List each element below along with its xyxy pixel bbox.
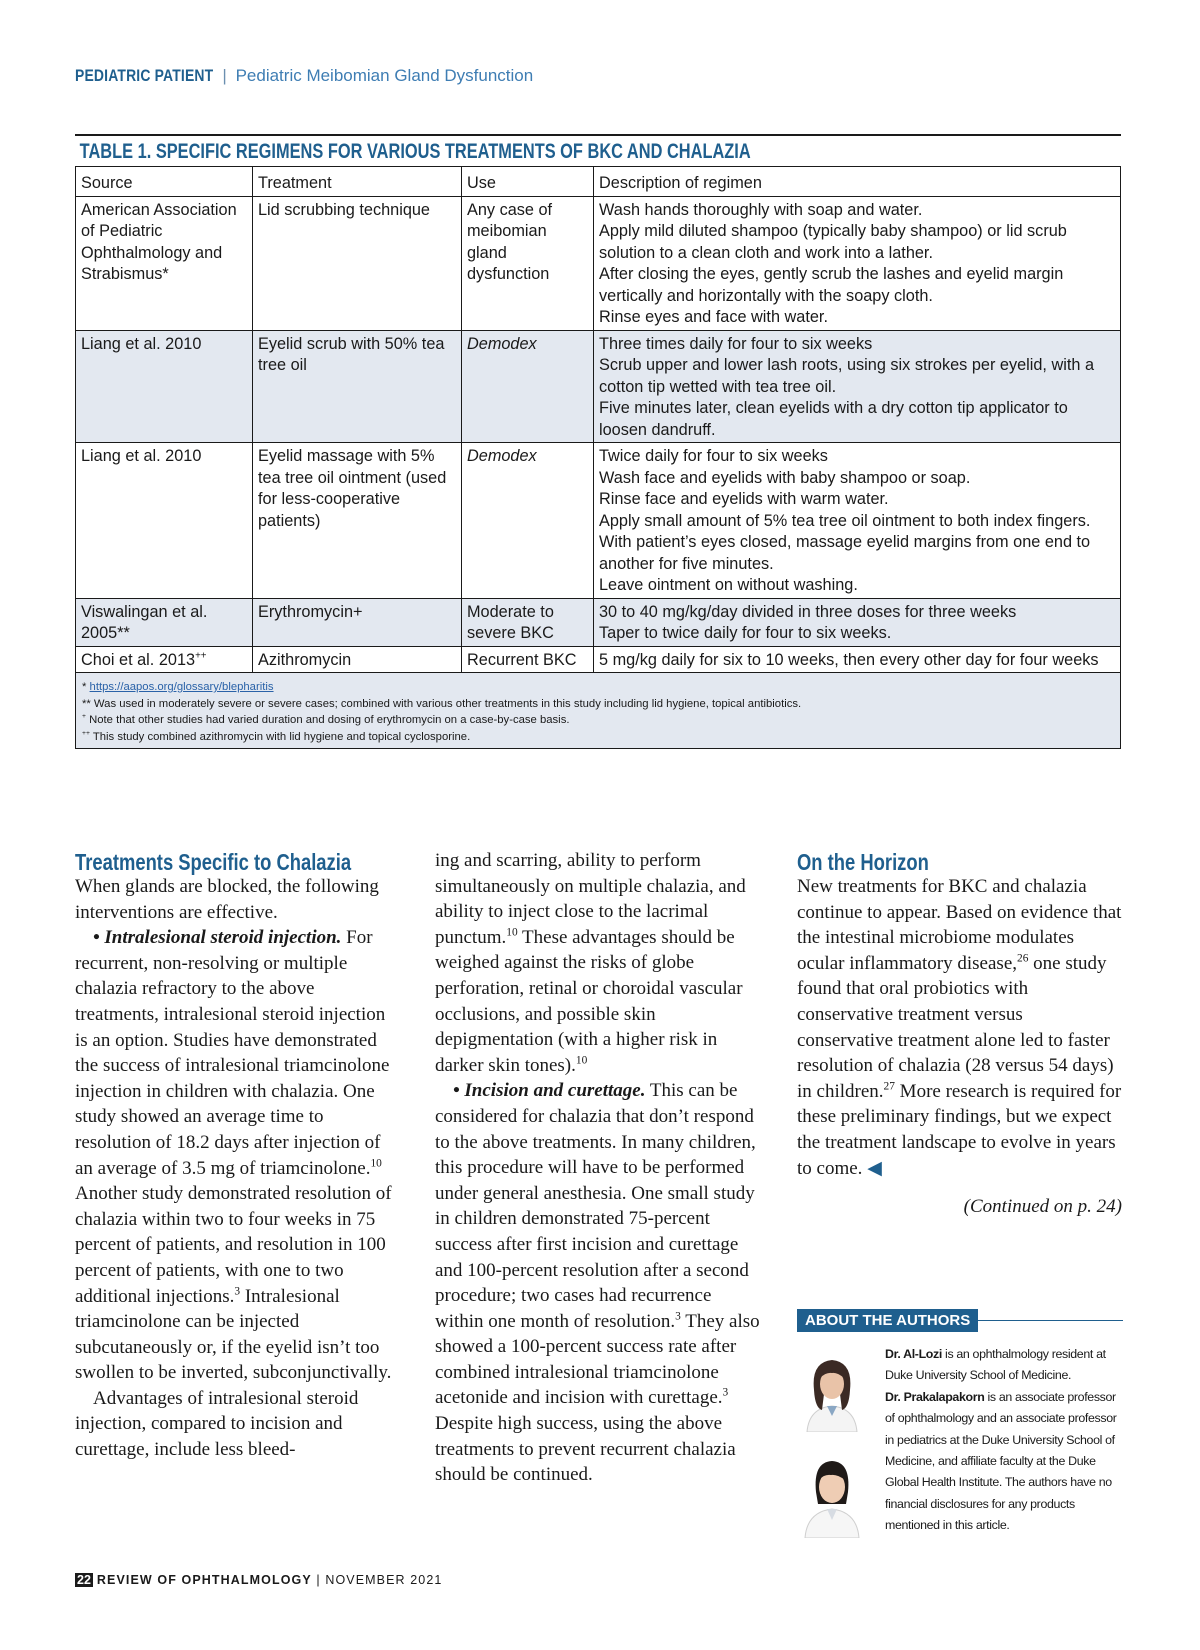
col-header-description: Description of regimen <box>594 167 1121 197</box>
desc-line: With patient’s eyes closed, massage eyelid margins from one end to another for five minutes. <box>599 533 1091 573</box>
cell-description <box>594 443 1121 599</box>
cell-use: Demodex <box>462 330 594 443</box>
col-header-use: Use <box>462 167 594 197</box>
disclosure: The authors have no financial disclosures for any products mentioned in this article. <box>885 1475 1112 1533</box>
bullet-heading: • Incision and curettage. <box>453 1080 646 1102</box>
end-mark-icon: ◀ <box>867 1157 882 1179</box>
paragraph: Advantages of intralesional steroid injection, compared to incision and curettage, include less bleed- <box>75 1387 359 1461</box>
cell-treatment: Eyelid massage with 5% tea tree oil ointment (used for less-cooperative patients) <box>253 443 462 599</box>
author-1-name: Dr. Al-Lozi <box>885 1347 942 1361</box>
desc-line: Rinse face and eyelids with warm water. <box>599 490 889 508</box>
regimen-table <box>75 134 1121 749</box>
cell-use: Demodex <box>462 443 594 599</box>
cell-use: Moderate to severe BKC <box>462 598 594 646</box>
footnote-mark: * <box>82 681 87 693</box>
desc-line: Leave ointment on without washing. <box>599 576 858 594</box>
section-heading-horizon: On the Horizon <box>797 849 929 875</box>
table-row <box>76 196 1121 330</box>
author-bios <box>885 1344 1123 1537</box>
body-text: one study found that oral probiotics with conservative treatment versus conservative treatment alone led to faster resolution of chalazia (28 versus 54 days) in children. <box>797 952 1114 1102</box>
author-2-name: Dr. Prakalapakorn <box>885 1389 985 1404</box>
author-photo-2 <box>797 1452 867 1538</box>
body-text: More research is required for these preliminary findings, but we expect the treatment landscape to evolve in years to come. <box>797 1080 1122 1179</box>
author-2-bio: is an associate professor of ophthalmology and an associate professor in pediatrics at the Duke University School of Medicine, and affiliate faculty at the Duke Global Health Institute. <box>885 1389 1117 1490</box>
cell-treatment: Azithromycin <box>253 646 462 673</box>
magazine-name: REVIEW OF OPHTHALMOLOGY <box>96 1573 312 1587</box>
about-label: ABOUT THE AUTHORS <box>797 1309 978 1332</box>
section-label: PEDIATRIC PATIENT <box>75 66 214 85</box>
body-text: Another study demonstrated resolution of chalazia within two to four weeks in 75 percent of patients, and resolution in 100 percent of patients, with one to two additional injections. <box>75 1183 392 1307</box>
body-text: Despite high success, using the above treatments to prevent recurrent chalazia should be continued. <box>435 1413 736 1486</box>
cell-description <box>594 598 1121 646</box>
footnote-1 <box>82 679 1114 696</box>
desc-line: Wash face and eyelids with baby shampoo or soap. <box>599 468 971 487</box>
desc-line: 5 mg/kg daily for six to 10 weeks, then every other day for four weeks <box>599 650 1099 669</box>
page-footer <box>75 1573 442 1587</box>
desc-line: Scrub upper and lower lash roots, using six strokes per eyelid, with a cotton tip wetted with tea tree oil. <box>599 356 1095 396</box>
col-header-source: Source <box>76 167 253 197</box>
table-row <box>76 443 1121 599</box>
citation: 10 <box>370 1157 382 1170</box>
cell-use: Any case of meibomian gland dysfunction <box>462 196 594 330</box>
section-heading-chalazia: Treatments Specific to Chalazia <box>75 849 352 875</box>
body-text: This can be considered for chalazia that don’t respond to the above treatments. In many children, this procedure will have to be performed under general anesthesia. One small study in children demonstrated 75-percent success after first incision and curettage and 100-percent resolution after a second procedure; two cases had recurrence within one month of resolution. <box>435 1080 756 1332</box>
text-column-3 <box>797 848 1122 1220</box>
paragraph <box>75 925 400 1386</box>
issue-date: NOVEMBER 2021 <box>325 1573 443 1587</box>
source-text: Choi et al. 2013 <box>81 650 196 669</box>
article-topic: Pediatric Meibomian Gland Dysfunction <box>235 66 534 85</box>
desc-line: 30 to 40 mg/kg/day divided in three doses for three weeks <box>599 602 1017 621</box>
footnote-mark: ++ <box>82 730 90 738</box>
body-text: For recurrent, non-resolving or multiple chalazia refractory to the above treatments, intralesional steroid injection is an option. Studies have demonstrated the success of intralesional triamcinolone injection in children with chalazia. One study showed an average time to resolution of 18.2 days after injection of an average of 3.5 mg of triamcinolone. <box>75 927 390 1179</box>
cell-description <box>594 196 1121 330</box>
footnote-3 <box>82 712 1114 729</box>
body-text: ing and scarring, ability to perform simultaneously on multiple chalazia, and ability to inject close to the lacrimal punctum. <box>435 850 746 948</box>
body-text: Intralesional triamcinolone can be injected subcutaneously or, if the eyelid isn’t too swollen to be inverted, subconjunctivally. <box>75 1285 392 1384</box>
cell-description <box>594 646 1121 673</box>
body-text: They also showed a 100-percent success rate after combined intralesional triamcinolone acetonide and incision with curettage. <box>435 1310 760 1409</box>
body-text: These advantages should be weighed against the risks of globe perforation, retinal or choroidal vascular occlusions, and possible skin depigmentation (with a higher risk in darker skin tones). <box>435 926 743 1076</box>
cell-source: American Association of Pediatric Ophthalmology and Strabismus* <box>76 196 253 330</box>
table-row <box>76 330 1121 443</box>
desc-line: Twice daily for four to six weeks <box>599 447 828 465</box>
cell-source: Liang et al. 2010 <box>76 443 253 599</box>
cell-treatment: Erythromycin+ <box>253 598 462 646</box>
aapos-link[interactable]: https://aapos.org/glossary/blepharitis <box>89 681 274 693</box>
paragraph <box>435 848 760 1078</box>
citation: 3 <box>722 1387 729 1400</box>
about-the-authors <box>797 1309 1123 1582</box>
citation: 10 <box>506 926 518 939</box>
author-1-bio: is an ophthalmology resident at Duke University School of Medicine. <box>885 1347 1106 1383</box>
cell-use: Recurrent BKC <box>462 646 594 673</box>
citation: 10 <box>575 1054 588 1067</box>
cell-treatment: Eyelid scrub with 50% tea tree oil <box>253 330 462 443</box>
cell-description <box>594 330 1121 443</box>
footnote-text: Note that other studies had varied duration and dosing of erythromycin on a case-by-case basis. <box>89 714 570 727</box>
citation: 3 <box>234 1285 241 1298</box>
about-header <box>797 1309 1123 1332</box>
table-row <box>76 598 1121 646</box>
footnote-mark: ++ <box>195 650 207 662</box>
author-photo-1 <box>797 1352 867 1432</box>
footnote-text: This study combined azithromycin with lid hygiene and topical cyclosporine. <box>92 730 471 743</box>
text-column-2 <box>435 848 760 1488</box>
page-number: 22 <box>77 1573 91 1587</box>
cell-treatment: Lid scrubbing technique <box>253 196 462 330</box>
desc-line: Three times daily for four to six weeks <box>599 334 873 353</box>
paragraph: When glands are blocked, the following interventions are effective. <box>75 876 379 923</box>
footnote-2: ** Was used in moderately severe or severe cases; combined with various other treatments in this study including lid hygiene, topical antibiotics. <box>82 697 802 710</box>
citation: 27 <box>883 1080 895 1093</box>
desc-line: Apply small amount of 5% tea tree oil ointment to both index fingers. <box>599 511 1091 530</box>
cell-source: Viswalingan et al. 2005** <box>76 598 253 646</box>
running-header <box>75 66 533 86</box>
body-text: New treatments for BKC and chalazia continue to appear. Based on evidence that the intestinal microbiome modulates ocular inflammatory disease, <box>797 876 1122 974</box>
bullet-heading: • Intralesional steroid injection. <box>93 927 342 949</box>
about-rule <box>978 1320 1123 1321</box>
desc-line: Five minutes later, clean eyelids with a dry cotton tip applicator to loosen dandruff. <box>599 399 1068 439</box>
table-row <box>76 646 1121 673</box>
table-grid <box>75 166 1121 673</box>
continued-note: (Continued on p. 24) <box>963 1196 1122 1218</box>
table-title: TABLE 1. SPECIFIC REGIMENS FOR VARIOUS TREATMENTS OF BKC AND CHALAZIA <box>79 140 751 163</box>
cell-source <box>76 646 253 673</box>
desc-line: Wash hands thoroughly with soap and water. <box>599 200 923 219</box>
footnote-mark: + <box>82 713 86 721</box>
desc-line: Rinse eyes and face with water. <box>599 308 828 326</box>
about-body <box>797 1332 1123 1582</box>
citation: 26 <box>1017 952 1029 965</box>
col-header-treatment: Treatment <box>253 167 462 197</box>
desc-line: Apply mild diluted shampoo (typically baby shampoo) or lid scrub solution to a clean cloth and work into a lather. <box>599 222 1067 262</box>
paragraph <box>435 1078 760 1488</box>
cell-source: Liang et al. 2010 <box>76 330 253 443</box>
table-footnotes <box>75 673 1121 749</box>
footnote-4 <box>82 729 1114 746</box>
footer-separator: | <box>316 1573 321 1587</box>
text-column-1 <box>75 848 400 1463</box>
header-separator: | <box>222 66 227 85</box>
citation: 3 <box>675 1310 681 1323</box>
paragraph <box>797 874 1122 1181</box>
table-header-row <box>76 167 1121 197</box>
desc-line: Taper to twice daily for four to six weeks. <box>599 624 892 642</box>
desc-line: After closing the eyes, gently scrub the lashes and eyelid margin vertically and horizontally with the soapy cloth. <box>599 265 1064 305</box>
